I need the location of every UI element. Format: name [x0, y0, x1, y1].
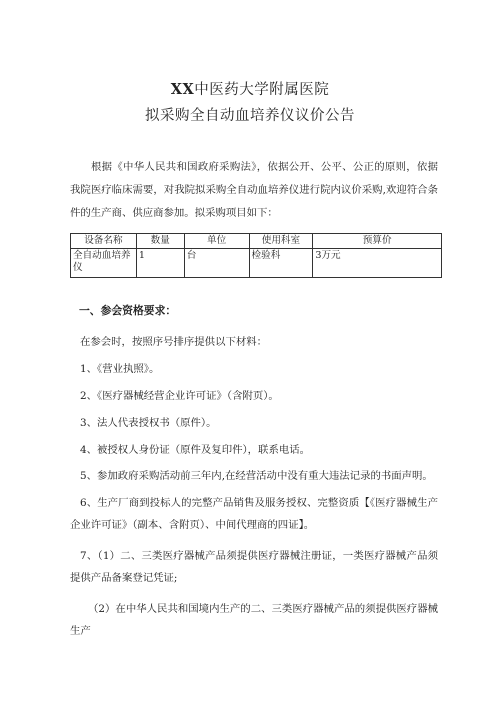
cell-quantity: 1 — [136, 249, 184, 278]
document-subtitle: 拟采购全自动血培养仪议价公告 — [145, 108, 355, 124]
list-item: 7、（1）二、三类医疗器械产品须提供医疗器械注册证，一类医疗器械产品须提供产品备案登记凭证; — [70, 550, 438, 584]
list-item: 4、被授权人身份证（原件及复印件），联系电话。 — [80, 444, 311, 456]
cell-unit: 台 — [184, 249, 249, 278]
intro-paragraph: 根据《中华人民共和国政府采购法》，依据公开、公平、公正的原则，依据我院医疗临床需要，对我院拟采购全自动血培养仪进行院内议价采购,欢迎符合条件的生产商、供应商参加。拟采购项目如下： — [70, 161, 438, 219]
list-item: （2）在中华人民共和国境内生产的二、三类医疗器械产品的须提供医疗器械生产 — [70, 603, 438, 637]
cell-device-name: 全自动血培养仪 — [71, 249, 137, 278]
title-prefix: XX — [170, 81, 195, 98]
document-title — [0, 78, 500, 99]
list-item: 6、生产厂商到投标人的完整产品销售及服务授权、完整资质【《医疗器械生产企业许可证》（副本、含附页）、中间代理商的四证】。 — [70, 497, 438, 531]
list-item: 1、《营业执照》。 — [80, 363, 160, 375]
cell-department: 检验科 — [249, 249, 313, 278]
header-department: 使用科室 — [249, 234, 313, 249]
section-lead: 在参会时，按照序号排序提供以下材料： — [80, 336, 268, 348]
procurement-table — [70, 233, 442, 278]
list-item: 2、《医疗器械经营企业许可证》（含附页）。 — [80, 390, 279, 402]
section-heading: 一、参会资格要求： — [79, 304, 177, 317]
title-suffix: 中医药大学附属医院 — [194, 82, 330, 98]
header-unit: 单位 — [184, 234, 249, 249]
header-budget: 预算价 — [313, 234, 442, 249]
list-item: 5、参加政府采购活动前三年内,在经营活动中没有重大违法记录的书面声明。 — [80, 470, 433, 482]
list-item: 3、法人代表授权书（原件）。 — [80, 417, 217, 429]
table-row — [71, 249, 442, 278]
header-device-name: 设备名称 — [71, 234, 137, 249]
header-quantity: 数量 — [136, 234, 184, 249]
table-header-row — [71, 234, 442, 249]
cell-budget: 3万元 — [313, 249, 442, 278]
